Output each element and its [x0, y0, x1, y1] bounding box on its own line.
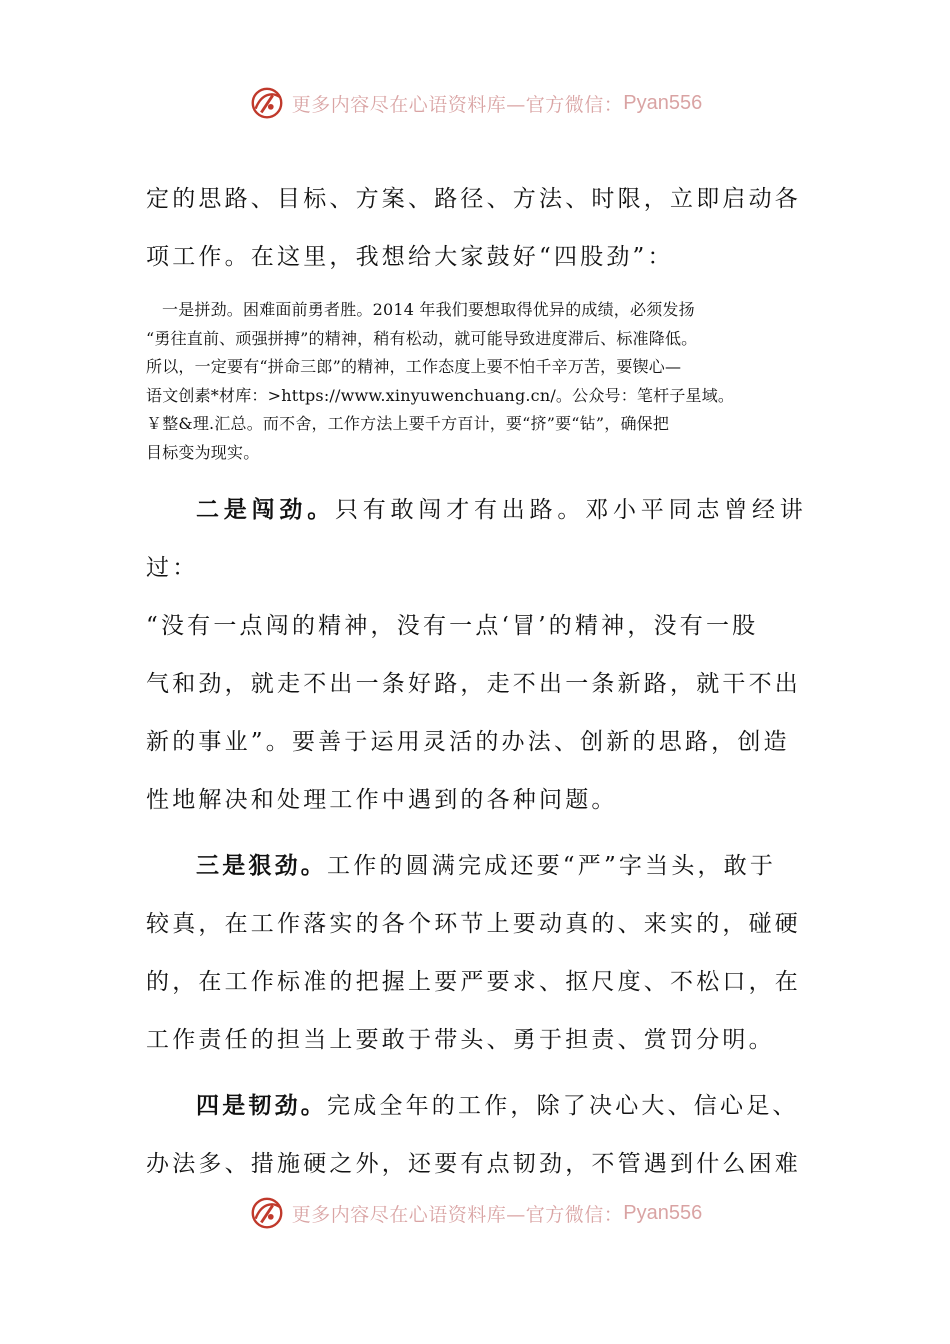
paragraph-renjin: [146, 1077, 806, 1193]
text-line: 新的事业”。要善于运用灵活的办法、创新的思路，创造: [146, 729, 790, 755]
paragraph-intro-line: 定的思路、目标、方案、路径、方法、时限，立即启动各: [146, 186, 801, 212]
banner-text: 更多内容尽在心语资料库—官方微信：: [291, 93, 624, 116]
text-line: 办法多、措施硬之外，还要有点韧劲，不管遇到什么困难: [146, 1151, 801, 1177]
small-line: 目标变为现实。: [146, 442, 260, 462]
paragraph-intro-line: 项工作。在这里，我想给大家鼓好“四股劲”：: [146, 244, 674, 270]
paragraph-lead: 四是韧劲。: [196, 1092, 327, 1119]
paragraph-pinjin: [146, 296, 806, 467]
text-line: 的，在工作标准的把握上要严要求、抠尺度、不松口，在: [146, 969, 801, 995]
paragraph-chuangjin: [146, 481, 806, 829]
small-line: 语文创素*材库：>https://www.xinyuwenchuang.cn/。公众号：笔杆子星域。: [146, 385, 735, 405]
text-line: 二是闯劲。只有敢闯才有出路。邓小平同志曾经讲过：: [146, 496, 806, 581]
text-line: 气和劲，就走不出一条好路，走不出一条新路，就干不出: [146, 671, 801, 697]
text-line: 较真，在工作落实的各个环节上要动真的、来实的，碰硬: [146, 911, 801, 937]
paragraph-lead: 三是狠劲。: [196, 852, 327, 879]
small-line: 一是拼劲。困难面前勇者胜。2014 年我们要想取得优异的成绩，必须发扬: [162, 300, 695, 319]
text-line: 工作责任的担当上要敢于带头、勇于担责、赏罚分明。: [146, 1027, 775, 1053]
banner-wechat-id: Pyan556: [623, 1201, 703, 1224]
text-line: “没有一点闯的精神，没有一点‘冒’的精神，没有一股: [146, 613, 759, 639]
small-line: 所以，一定要有“拼命三郎”的精神，工作态度上要不怕千辛万苦，要锲心—: [146, 357, 682, 376]
brand-logo-icon: [248, 1194, 286, 1232]
text-line: 三是狠劲。工作的圆满完成还要“严”字当头，敢于: [196, 852, 777, 879]
small-line: “勇往直前、顽强拼搏”的精神，稍有松动，就可能导致进度滞后、标准降低。: [146, 328, 698, 348]
document-body: [146, 170, 806, 1193]
text-line: 四是韧劲。完成全年的工作，除了决心大、信心足、: [196, 1092, 799, 1119]
footer-banner: [0, 1188, 950, 1238]
banner-wechat-id: Pyan556: [623, 91, 703, 114]
text-line: 性地解决和处理工作中遇到的各种问题。: [146, 787, 618, 813]
header-banner: [0, 78, 950, 128]
brand-logo-icon: [248, 84, 286, 122]
paragraph-lead: 二是闯劲。: [196, 496, 335, 523]
banner-text: 更多内容尽在心语资料库—官方微信：: [291, 1203, 624, 1226]
paragraph-henjin: [146, 837, 806, 1069]
small-line: ￥整&理.汇总。而不舍，工作方法上要千方百计，要“挤”要“钻”，确保把: [146, 414, 670, 433]
